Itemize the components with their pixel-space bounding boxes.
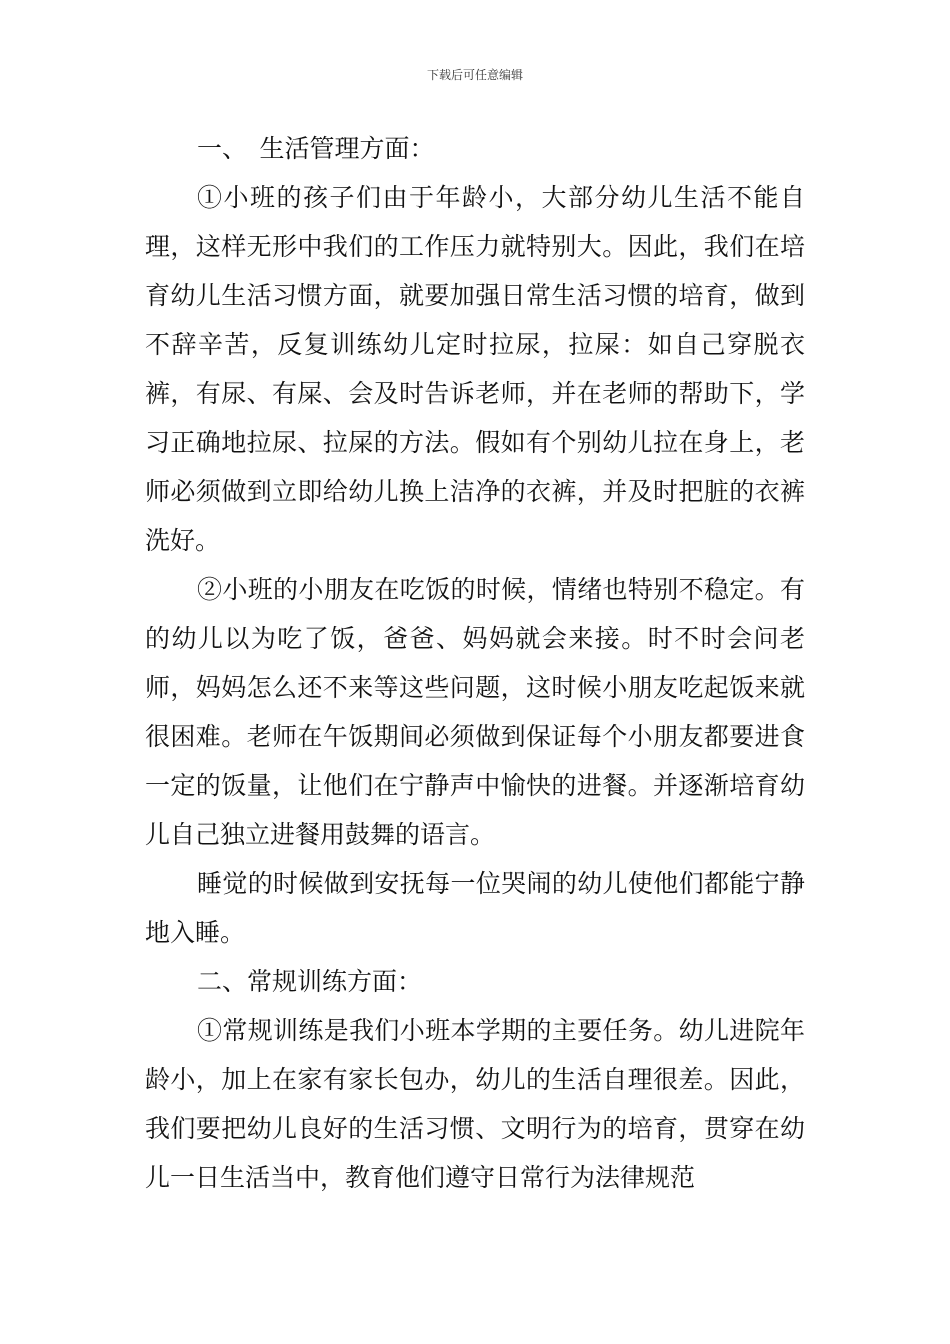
paragraph-sleep: 睡觉的时候做到安抚每一位哭闹的幼儿使他们都能宁静地入睡。 — [145, 869, 805, 947]
document-body — [145, 124, 805, 1202]
paragraph-self-care: ①小班的孩子们由于年龄小，大部分幼儿生活不能自理，这样无形中我们的工作压力就特别大。因此，我们在培育幼儿生活习惯方面，就要加强日常生活习惯的培育，做到不辞辛苦，反复训练幼儿定时拉尿，拉屎：如自己穿脱衣裤，有尿、有屎、会及时告诉老师，并在老师的帮助下，学习正确地拉尿、拉屎的方法。假如有个别幼儿拉在身上，老师必须做到立即给幼儿换上洁净的衣裤，并及时把脏的衣裤洗好。 — [145, 183, 805, 555]
section-heading-life-management: 一、 生活管理方面： — [197, 134, 435, 163]
page-header: 下载后可任意编辑 — [426, 68, 523, 82]
paragraph-routine-training: ①常规训练是我们小班本学期的主要任务。幼儿进院年龄小，加上在家有家长包办，幼儿的生活自理很差。因此，我们要把幼儿良好的生活习惯、文明行为的培育，贯穿在幼儿一日生活当中，教育他们遵守日常行为法律规范 — [145, 1016, 805, 1192]
paragraph-mealtime: ②小班的小朋友在吃饭的时候，情绪也特别不稳定。有的幼儿以为吃了饭，爸爸、妈妈就会来接。时不时会问老师，妈妈怎么还不来等这些问题，这时候小朋友吃起饭来就很困难。老师在午饭期间必须做到保证每个小朋友都要进食一定的饭量，让他们在宁静声中愉快的进餐。并逐渐培育幼儿自己独立进餐用鼓舞的语言。 — [145, 575, 805, 849]
section-heading-routine-training: 二、常规训练方面： — [197, 967, 423, 996]
